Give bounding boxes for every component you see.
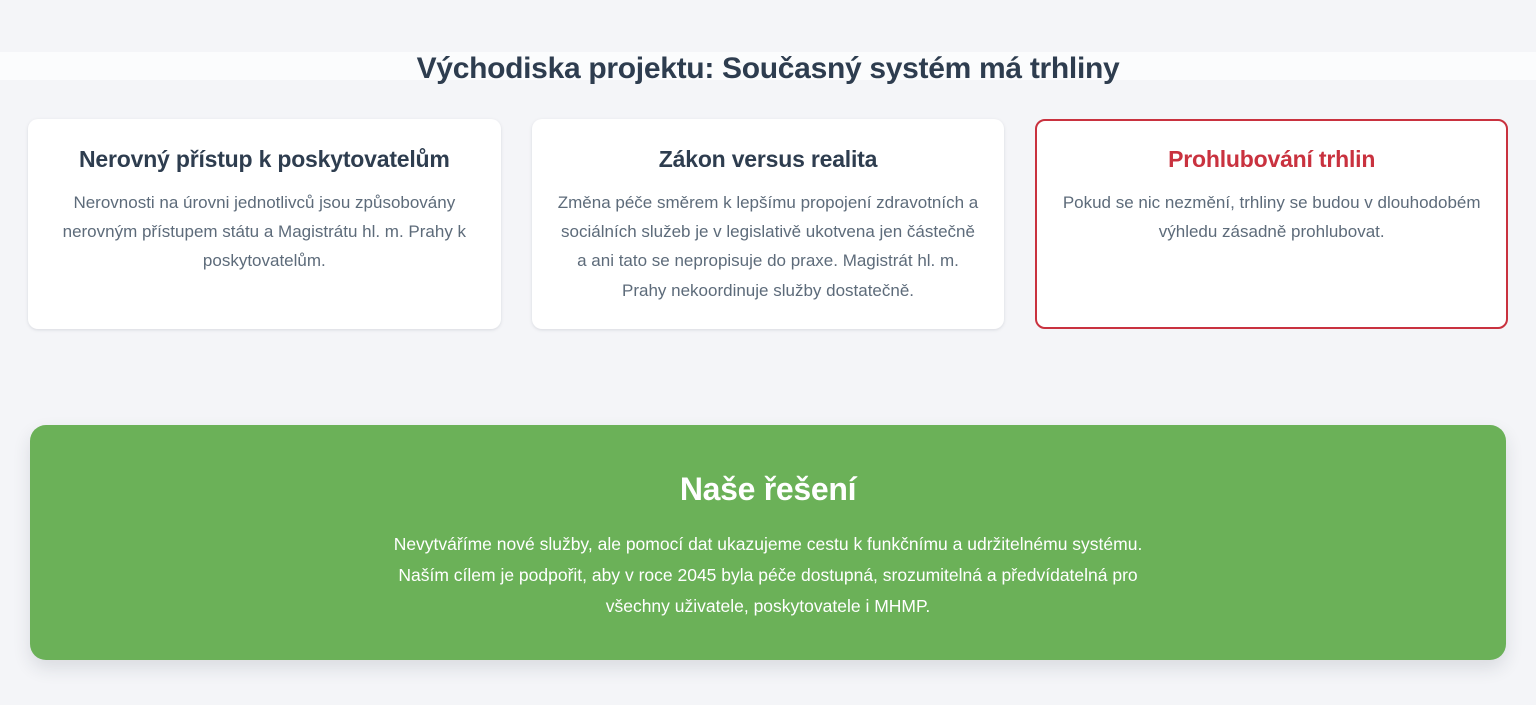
card-deepening-cracks bbox=[1035, 119, 1508, 329]
card-title: Prohlubování trhlin bbox=[1168, 146, 1376, 172]
solution-body-line: všechny uživatele, poskytovatele i MHMP. bbox=[605, 595, 931, 616]
solution-body-line: Nevytváříme nové služby, ale pomocí dat ukazujeme cestu k funkčnímu a udržitelnému systému. bbox=[393, 533, 1143, 554]
card-body: Pokud se nic nezmění, trhliny se budou v dlouhodobém výhledu zásadně prohlubovat. bbox=[1062, 193, 1481, 242]
cards-row bbox=[0, 119, 1536, 329]
card-title: Zákon versus realita bbox=[658, 146, 878, 172]
solution-body-line: Naším cílem je podpořit, aby v roce 2045 byla péče dostupná, srozumitelná a předvídatelná pro bbox=[398, 564, 1138, 585]
card-unequal-access bbox=[28, 119, 501, 329]
card-title: Nerovný přístup k poskytovatelům bbox=[79, 146, 450, 172]
card-body: Změna péče směrem k lepšímu propojení zdravotních a sociálních služeb je v legislativě ukotvena jen částečně a ani tato se nepropisuje do praxe. Magistrát hl. m. Prahy nekoordinuje služby dostatečně. bbox=[557, 193, 979, 300]
page-title: Východiska projektu: Současný systém má trhliny bbox=[416, 52, 1120, 85]
card-body: Nerovnosti na úrovni jednotlivců jsou způsobovány nerovným přístupem státu a Magistrátu hl. m. Prahy k poskytovatelům. bbox=[62, 193, 467, 271]
card-law-vs-reality bbox=[532, 119, 1005, 329]
solution-body bbox=[70, 529, 1466, 622]
solution-banner bbox=[30, 425, 1506, 660]
solution-title: Naše řešení bbox=[679, 470, 857, 507]
